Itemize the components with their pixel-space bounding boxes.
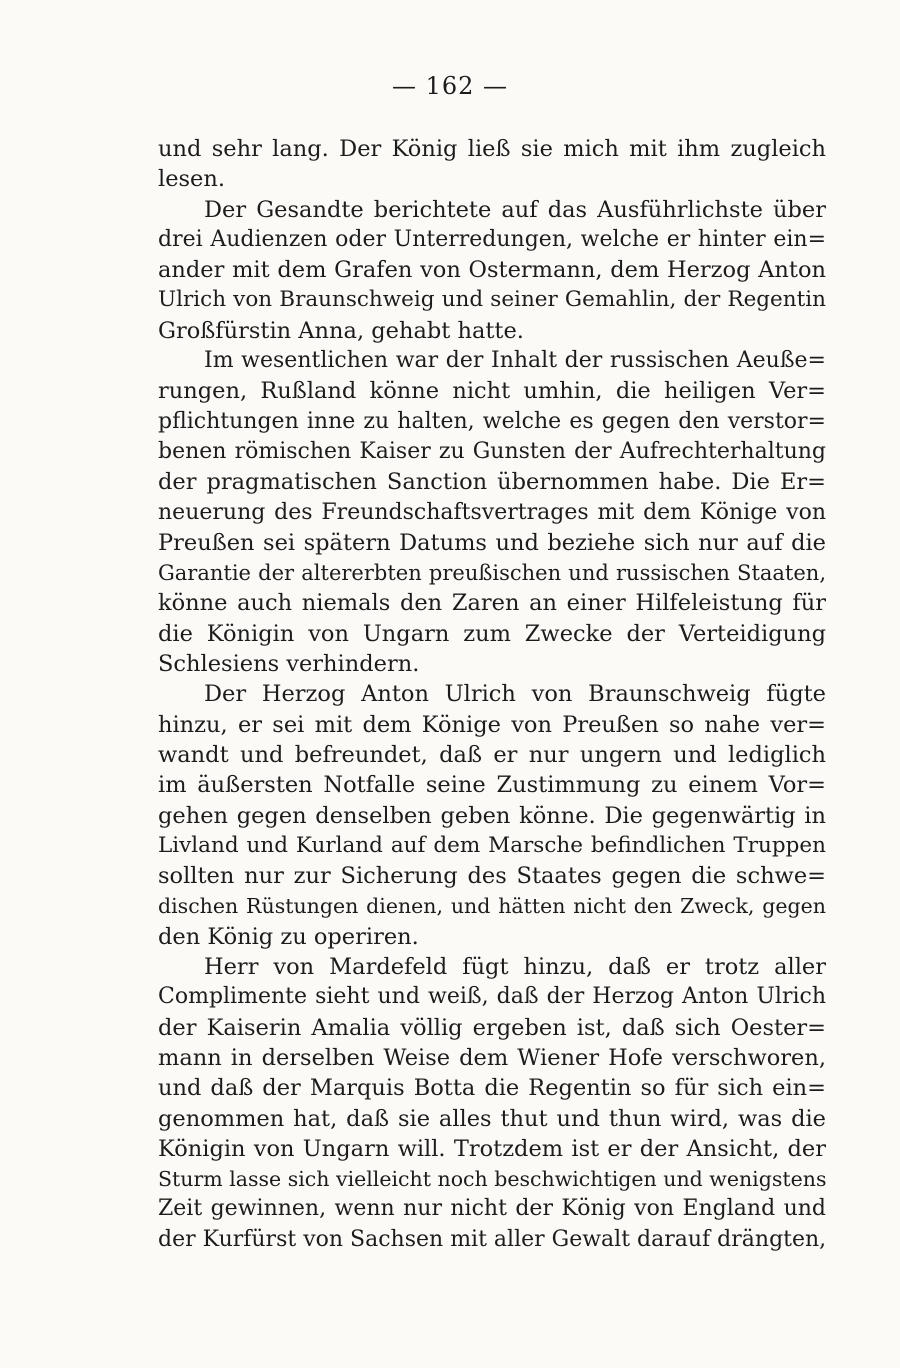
text-line: Sturm lasse sich vielleicht noch beschwichtigen und wenigstens <box>158 1167 826 1192</box>
text-line: drei Audienzen oder Unterredungen, welche er hinter ein= <box>158 226 826 252</box>
text-line: Schlesiens verhindern. <box>158 651 420 678</box>
text-line: hinzu, er sei mit dem Könige von Preußen so nahe ver= <box>158 711 826 738</box>
text-line: die Königin von Ungarn zum Zwecke der Verteidigung <box>158 620 826 647</box>
text-line: Livland und Kurland auf dem Marsche befindlichen Truppen <box>158 832 826 858</box>
text-line: und sehr lang. Der König ließ sie mich mit ihm zugleich <box>158 136 826 162</box>
text-line: lesen. <box>158 166 226 193</box>
text-line: könne auch niemals den Zaren an einer Hilfeleistung für <box>158 590 826 617</box>
text-line: Der Herzog Anton Ulrich von Braunschweig fügte <box>204 681 826 708</box>
text-line: Herr von Mardefeld fügt hinzu, daß er trotz aller <box>204 954 826 981</box>
text-line: ander mit dem Grafen von Ostermann, dem Herzog Anton <box>158 257 826 284</box>
text-line: genommen hat, daß sie alles thut und thun wird, was die <box>158 1105 826 1132</box>
text-line: und daß der Marquis Botta die Regentin so für sich ein= <box>158 1075 826 1102</box>
text-line: der Kurfürst von Sachsen mit aller Gewalt darauf drängten, <box>158 1226 826 1252</box>
text-line: sollten nur zur Sicherung des Staates gegen die schwe= <box>158 863 826 890</box>
text-line: Complimente sieht und weiß, daß der Herzog Anton Ulrich <box>158 984 826 1010</box>
text-line: der pragmatischen Sanction übernommen habe. Die Er= <box>158 469 826 496</box>
text-line: der Kaiserin Amalia völlig ergeben ist, daß sich Oester= <box>158 1014 826 1041</box>
text-line: mann in derselben Weise dem Wiener Hofe verschworen, <box>158 1044 826 1071</box>
text-line: Zeit gewinnen, wenn nur nicht der König von England und <box>158 1196 826 1222</box>
text-line: Der Gesandte berichtete auf das Ausführlichste über <box>204 196 826 223</box>
text-line: neuerung des Freundschaftsvertrages mit dem Könige von <box>158 499 826 525</box>
text-line: Großfürstin Anna, gehabt hatte. <box>158 317 524 344</box>
text-line: benen römischen Kaiser zu Gunsten der Aufrechterhaltung <box>158 438 826 464</box>
text-line: Im wesentlichen war der Inhalt der russischen Aeuße= <box>204 348 826 374</box>
text-line: wandt und befreundet, daß er nur ungern und lediglich <box>158 741 826 768</box>
text-line: gehen gegen denselben geben könne. Die gegenwärtig in <box>158 802 826 829</box>
body-text <box>158 134 826 1255</box>
text-line: pflichtungen inne zu halten, welche es gegen den verstor= <box>158 408 826 434</box>
text-line: dischen Rüstungen dienen, und hätten nicht den Zweck, gegen <box>158 894 826 919</box>
text-line: Königin von Ungarn will. Trotzdem ist er der Ansicht, der <box>158 1135 826 1162</box>
text-line: Ulrich von Braunschweig und seiner Gemahlin, der Regentin <box>158 287 826 313</box>
text-line: den König zu operiren. <box>158 923 419 950</box>
text-line: rungen, Rußland könne nicht umhin, die heiligen Ver= <box>158 378 826 405</box>
text-line: im äußersten Notfalle seine Zustimmung zu einem Vor= <box>158 772 826 799</box>
text-line: Preußen sei spätern Datums und beziehe sich nur auf die <box>158 529 826 556</box>
page-number: — 162 — <box>391 72 509 100</box>
text-line: Garantie der altererbten preußischen und russischen Staaten, <box>158 561 826 586</box>
